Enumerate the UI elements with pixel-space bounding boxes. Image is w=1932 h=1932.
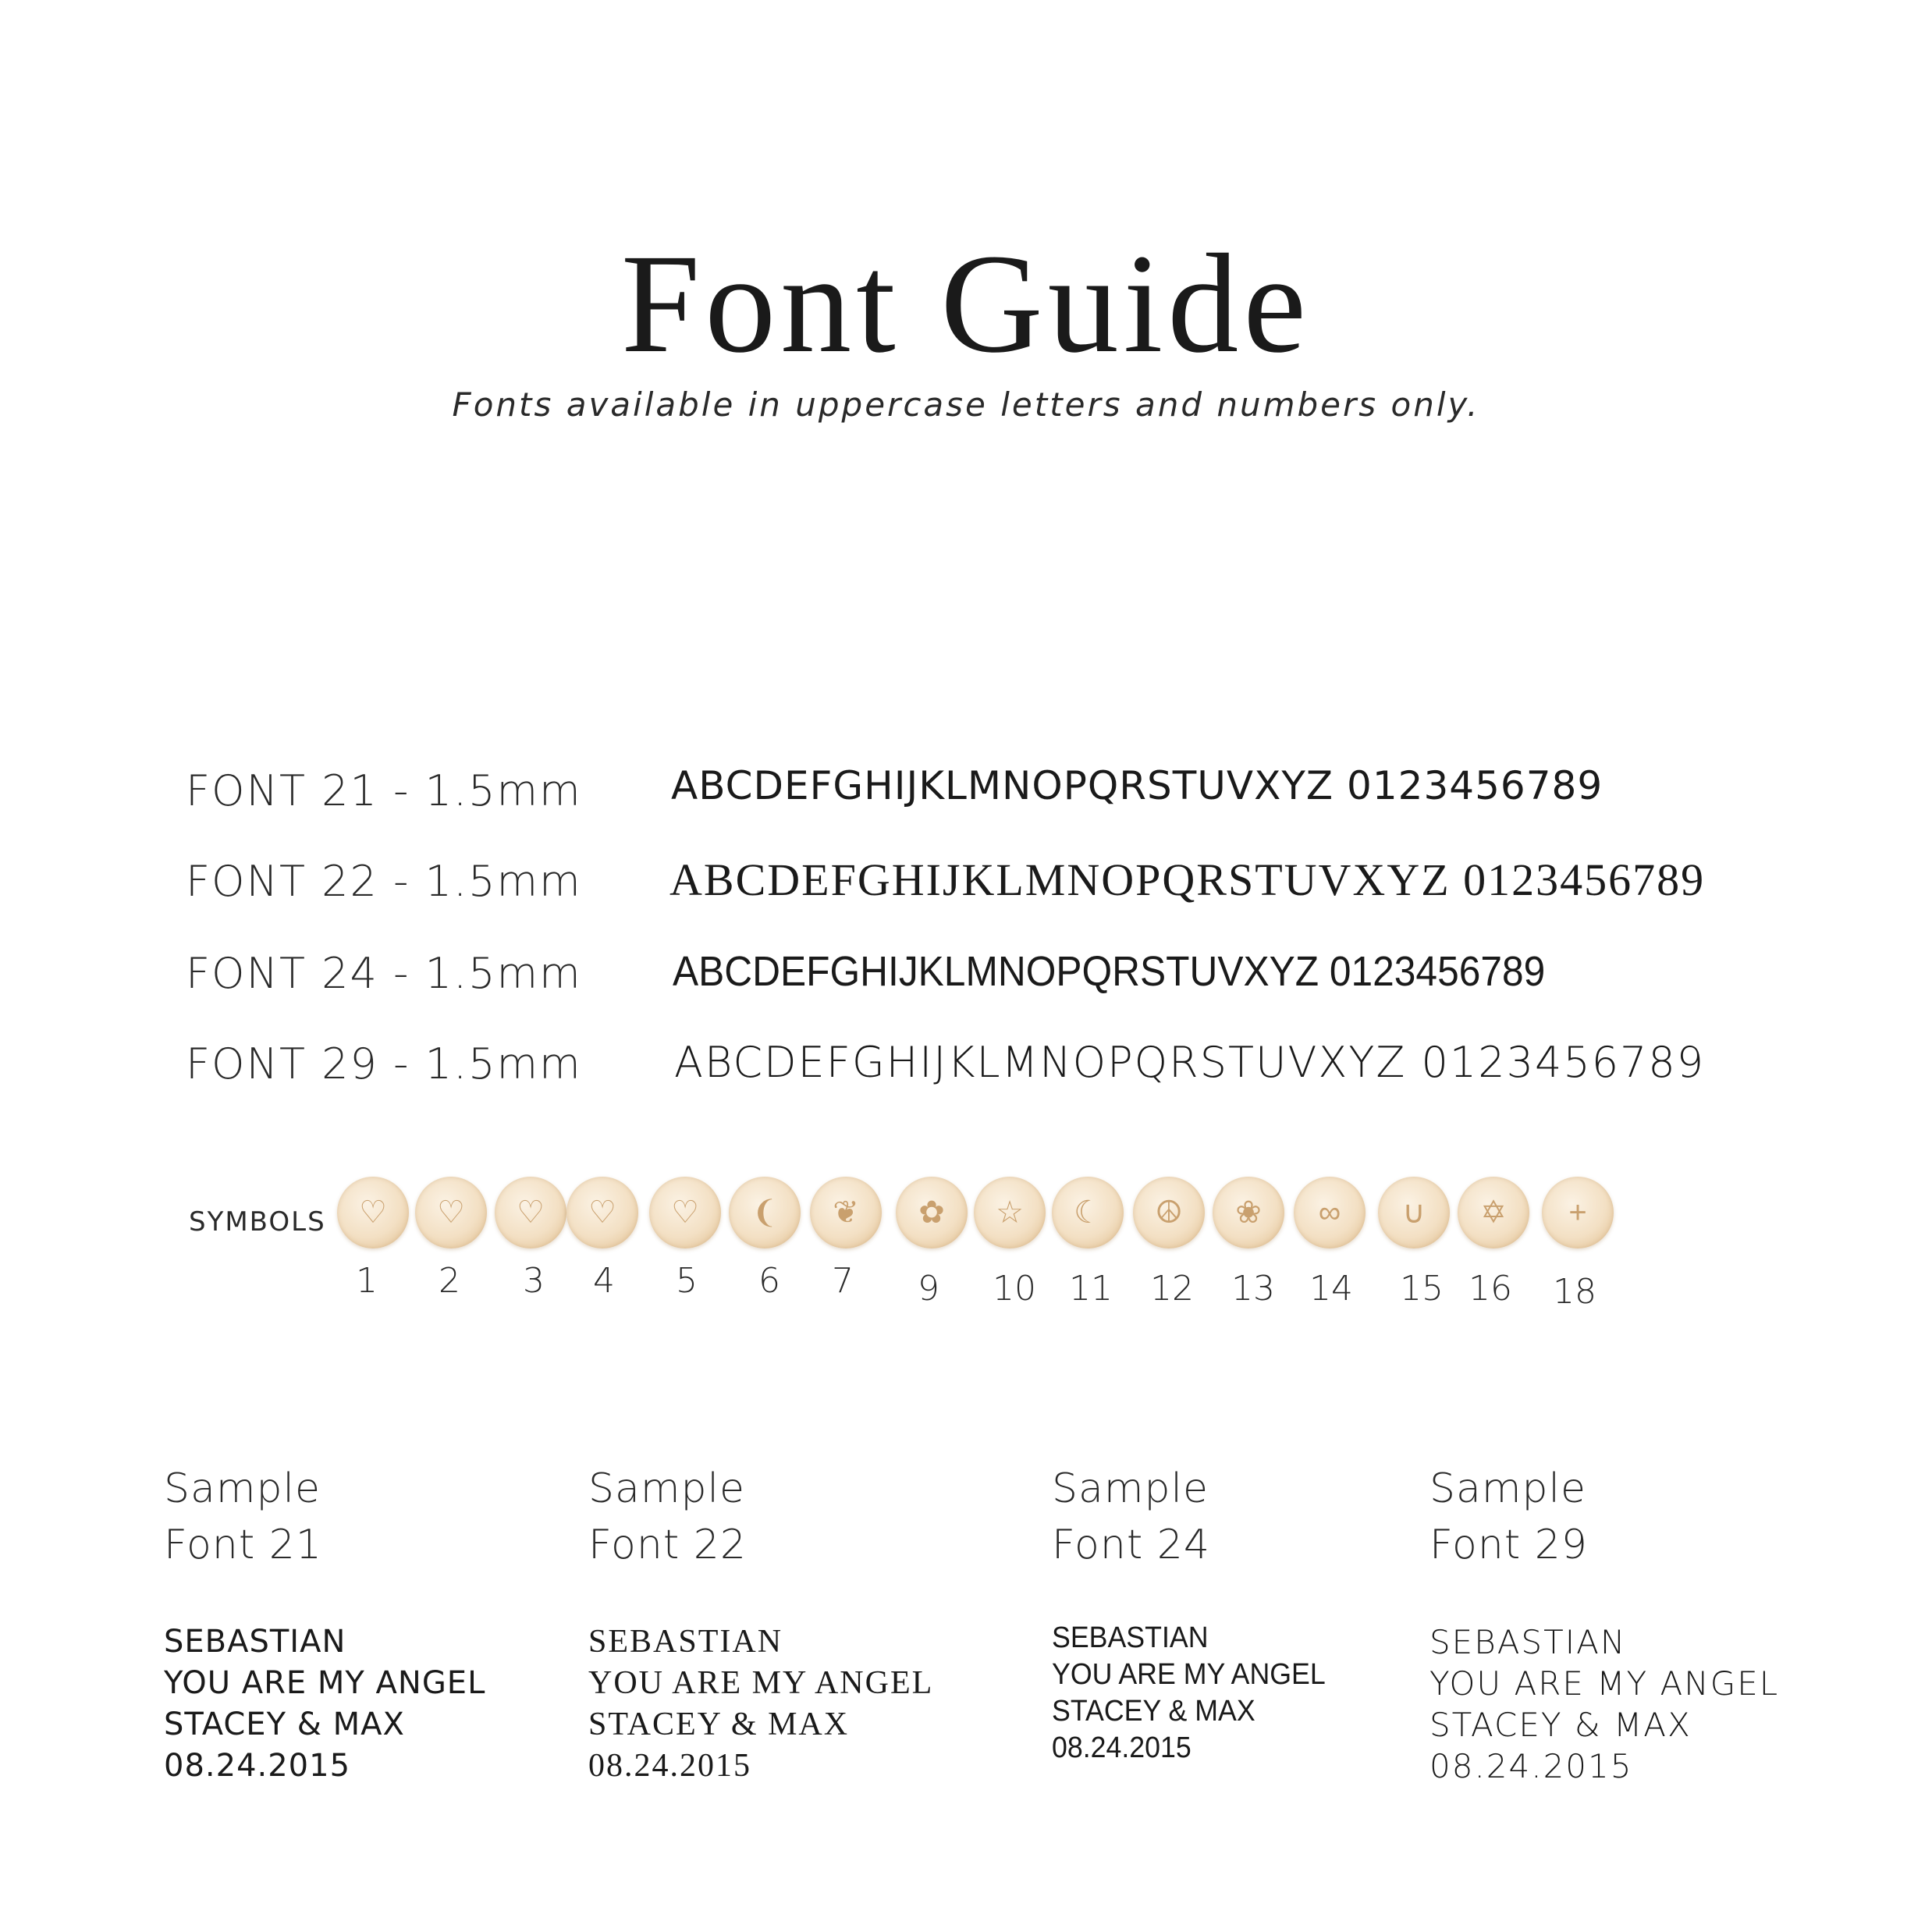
- symbol-number: 11: [1069, 1269, 1113, 1309]
- symbol-4-coin: [566, 1177, 638, 1248]
- symbol-10-coin: [974, 1177, 1046, 1248]
- symbols-label: SYMBOLS: [189, 1206, 326, 1238]
- font-29-sample: ABCDEFGHIJKLMNOPQRSTUVXYZ 0123456789: [674, 1038, 1706, 1087]
- symbol-number: 15: [1400, 1269, 1444, 1309]
- symbol-18-coin: [1542, 1177, 1614, 1248]
- page-subtitle: Fonts available in uppercase letters and numbers only.: [452, 385, 1480, 424]
- symbol-number: 7: [832, 1261, 854, 1301]
- symbol-9-coin: [896, 1177, 968, 1248]
- sample-font-24-text: SEBASTIAN YOU ARE MY ANGEL STACEY & MAX 08.24.2015: [1052, 1621, 1326, 1764]
- symbol-15-coin: [1378, 1177, 1450, 1248]
- heart-outline-icon: ♡: [437, 1195, 465, 1230]
- star-of-david-icon: ✡: [1480, 1195, 1507, 1230]
- star-icon: ☆: [996, 1195, 1024, 1230]
- symbol-number: 1: [356, 1261, 378, 1301]
- symbol-number: 2: [439, 1261, 460, 1301]
- symbol-number: 18: [1553, 1272, 1596, 1312]
- sample-font-22: [588, 1461, 933, 1787]
- font-21-label: FONT 21 - 1.5mm: [186, 766, 582, 815]
- symbol-11-coin: [1052, 1177, 1124, 1248]
- cross-icon: +: [1568, 1195, 1587, 1230]
- page-title: Font Guide: [620, 226, 1312, 382]
- symbol-3-coin: [495, 1177, 566, 1248]
- symbol-6-coin: [729, 1177, 801, 1248]
- font-24-sample: ABCDEFGHIJKLMNOPQRSTUVXYZ 0123456789: [673, 948, 1546, 995]
- flower-icon: ✿: [918, 1195, 945, 1230]
- symbol-number: 12: [1150, 1269, 1194, 1309]
- symbol-number: 4: [593, 1261, 615, 1301]
- sample-font-21: [164, 1461, 485, 1787]
- heart-icon: ♡: [359, 1195, 387, 1230]
- symbol-1-coin: [337, 1177, 409, 1248]
- symbol-16-coin: [1458, 1177, 1529, 1248]
- symbol-number: 6: [758, 1261, 780, 1301]
- sample-font-24-heading: Sample Font 24: [1052, 1465, 1210, 1568]
- footprints-icon: ❀: [1235, 1195, 1262, 1230]
- sample-font-29-text: SEBASTIAN YOU ARE MY ANGEL STACEY & MAX 08.24.2015: [1429, 1623, 1780, 1785]
- infinity-icon: ∞: [1318, 1195, 1341, 1230]
- font-22-label: FONT 22 - 1.5mm: [186, 857, 582, 906]
- heart-open-icon: ♡: [671, 1195, 699, 1230]
- heart-double-icon: ♡: [588, 1195, 616, 1230]
- symbol-number: 10: [993, 1269, 1036, 1309]
- symbol-number: 5: [676, 1261, 698, 1301]
- heart-thin-icon: ♡: [517, 1195, 545, 1230]
- symbol-number: 14: [1309, 1269, 1353, 1309]
- symbol-number: 9: [918, 1269, 939, 1309]
- symbol-12-coin: [1133, 1177, 1205, 1248]
- font-21-sample: ABCDEFGHIJKLMNOPQRSTUVXYZ 0123456789: [671, 763, 1603, 808]
- bean-icon: ❨: [751, 1195, 778, 1230]
- symbol-2-coin: [415, 1177, 487, 1248]
- symbol-13-coin: [1213, 1177, 1284, 1248]
- symbol-number: 3: [523, 1261, 545, 1301]
- sample-font-22-text: SEBASTIAN YOU ARE MY ANGEL STACEY & MAX 08.24.2015: [588, 1624, 934, 1784]
- sample-font-29: [1429, 1461, 1779, 1787]
- moon-icon: ☾: [1074, 1195, 1102, 1230]
- sample-font-29-heading: Sample Font 29: [1429, 1465, 1588, 1568]
- symbol-7-coin: [810, 1177, 882, 1248]
- sample-font-22-heading: Sample Font 22: [588, 1465, 747, 1568]
- symbol-5-coin: [649, 1177, 721, 1248]
- symbol-14-coin: [1294, 1177, 1366, 1248]
- peace-icon: ☮: [1155, 1195, 1183, 1230]
- sample-font-21-text: SEBASTIAN YOU ARE MY ANGEL STACEY & MAX 08.24.2015: [164, 1624, 486, 1784]
- symbol-number: 13: [1231, 1269, 1275, 1309]
- symbol-number: 16: [1469, 1269, 1512, 1309]
- font-22-sample: ABCDEFGHIJKLMNOPQRSTUVXYZ 0123456789: [669, 854, 1706, 905]
- leaf-icon: ❦: [833, 1195, 859, 1230]
- horseshoe-icon: ∪: [1402, 1195, 1426, 1230]
- sample-font-21-heading: Sample Font 21: [164, 1465, 322, 1568]
- sample-font-24: [1052, 1461, 1343, 1767]
- font-29-label: FONT 29 - 1.5mm: [186, 1039, 582, 1089]
- font-24-label: FONT 24 - 1.5mm: [186, 949, 582, 998]
